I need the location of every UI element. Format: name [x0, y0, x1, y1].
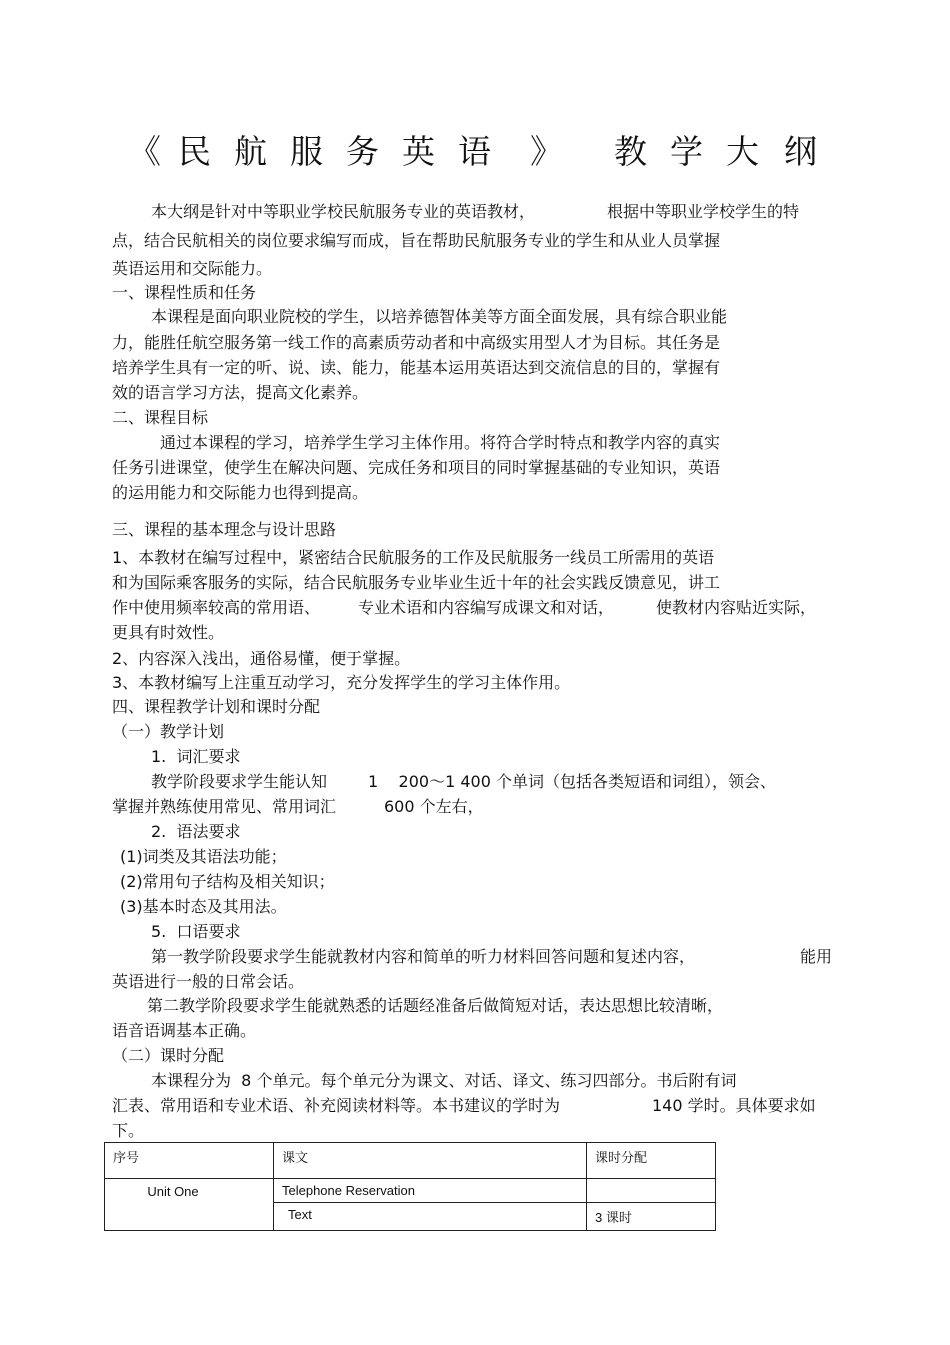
title-char: 《: [128, 132, 161, 171]
list-item: (2)常用句子结构及相关知识；: [120, 872, 335, 891]
paragraph-text: 更具有时效性。: [112, 623, 225, 642]
title-char: 英: [402, 132, 435, 171]
paragraph-text: 汇表、常用语和专业术语、补充阅读材料等。本书建议的学时为: [112, 1096, 561, 1115]
paragraph-text: 140 学时。具体要求如: [652, 1096, 816, 1115]
paragraph-text: 本课程是面向职业院校的学生，以培养德智体美等方面全面发展，具有综合职业能: [151, 307, 728, 326]
table-cell: Telephone Reservation: [274, 1179, 587, 1203]
table-header-cell: 课时分配: [587, 1143, 716, 1179]
paragraph-text: 1、本教材在编写过程中，紧密结合民航服务的工作及民航服务一线员工所需用的英语: [112, 548, 715, 567]
list-item: (3)基本时态及其用法。: [120, 897, 287, 916]
list-item: 3、本教材编写上注重互动学习，充分发挥学生的学习主体作用。: [112, 673, 571, 692]
title-char: 务: [346, 132, 379, 171]
table-header-cell: 序号: [105, 1143, 274, 1179]
numbered-heading: 1. 词汇要求: [151, 747, 241, 766]
paragraph-text: 任务引进课堂，使学生在解决问题、完成任务和项目的同时掌握基础的专业知识，英语: [112, 458, 721, 477]
paragraph-text: 专业术语和内容编写成课文和对话，: [358, 598, 615, 617]
paragraph-text: 语音语调基本正确。: [112, 1021, 257, 1040]
paragraph-text: 效的语言学习方法，提高文化素养。: [112, 383, 369, 402]
title-char: 服: [290, 132, 323, 171]
paragraph-text: 和为国际乘客服务的实际，结合民航服务专业毕业生近十年的社会实践反馈意见，讲工: [112, 573, 721, 592]
paragraph-text: 第二教学阶段要求学生能就熟悉的话题经准备后做简短对话，表达思想比较清晰，: [147, 996, 724, 1015]
section-heading: 二、课程目标: [112, 408, 209, 427]
paragraph-text: 能用: [800, 947, 833, 966]
paragraph-text: 的运用能力和交际能力也得到提高。: [112, 483, 369, 502]
table-header-row: [105, 1143, 716, 1179]
title-char: 》: [530, 132, 563, 171]
paragraph-text: 600 个左右，: [384, 797, 484, 816]
intro-text: 根据中等职业学校学生的特: [607, 202, 800, 221]
paragraph-text: 1 200～1 400 个单词（包括各类短语和词组），领会、: [368, 772, 776, 791]
paragraph-text: 培养学生具有一定的听、说、读、能力，能基本运用英语达到交流信息的目的，掌握有: [112, 358, 721, 377]
numbered-heading: 5. 口语要求: [151, 922, 241, 941]
paragraph-text: 英语进行一般的日常会话。: [112, 972, 305, 991]
title-char: 教: [614, 132, 647, 171]
paragraph-text: 教学阶段要求学生能认知: [151, 772, 328, 791]
paragraph-text: 通过本课程的学习，培养学生学习主体作用。将符合学时特点和教学内容的真实: [160, 433, 721, 452]
section-heading: 四、课程教学计划和课时分配: [112, 697, 321, 716]
paragraph-text: 力，能胜任航空服务第一线工作的高素质劳动者和中高级实用型人才为目标。其任务是: [112, 333, 721, 352]
title-char: 大: [726, 132, 759, 171]
paragraph-text: 掌握并熟练使用常见、常用词汇: [112, 797, 337, 816]
paragraph-text: 本课程分为 8 个单元。每个单元分为课文、对话、译文、练习四部分。书后附有词: [151, 1071, 737, 1090]
numbered-heading: 2. 语法要求: [151, 822, 241, 841]
title-char: 纲: [784, 132, 817, 171]
title-char: 航: [234, 132, 267, 171]
intro-text: 点，结合民航相关的岗位要求编写而成，旨在帮助民航服务专业的学生和从业人员掌握: [112, 231, 721, 250]
section-heading: 一、课程性质和任务: [112, 283, 257, 302]
intro-text: 本大纲是针对中等职业学校民航服务专业的英语教材，: [151, 202, 536, 221]
list-item: (1)词类及其语法功能；: [120, 847, 287, 866]
document-title: [0, 132, 950, 176]
intro-text: 英语运用和交际能力。: [112, 259, 273, 278]
title-char: 学: [670, 132, 703, 171]
table-row: [105, 1179, 716, 1203]
table-cell: Text: [274, 1203, 587, 1231]
table-cell: 3 课时: [587, 1203, 716, 1231]
table-cell: [587, 1179, 716, 1203]
paragraph-text: 使教材内容贴近实际，: [656, 598, 817, 617]
subsection-heading: （一）教学计划: [112, 722, 225, 741]
paragraph-text: 作中使用频率较高的常用语、: [112, 598, 321, 617]
table-header-cell: 课文: [274, 1143, 587, 1179]
section-heading: 三、课程的基本理念与设计思路: [112, 520, 337, 539]
paragraph-text: 第一教学阶段要求学生能就教材内容和简单的听力材料回答问题和复述内容，: [151, 947, 696, 966]
list-item: 2、内容深入浅出，通俗易懂，便于掌握。: [112, 649, 411, 668]
table-cell-unit: Unit One: [105, 1179, 274, 1231]
schedule-table: [104, 1142, 716, 1231]
subsection-heading: （二）课时分配: [112, 1046, 225, 1065]
title-char: 民: [178, 132, 211, 171]
paragraph-text: 下。: [112, 1121, 145, 1140]
title-char: 语: [458, 132, 491, 171]
